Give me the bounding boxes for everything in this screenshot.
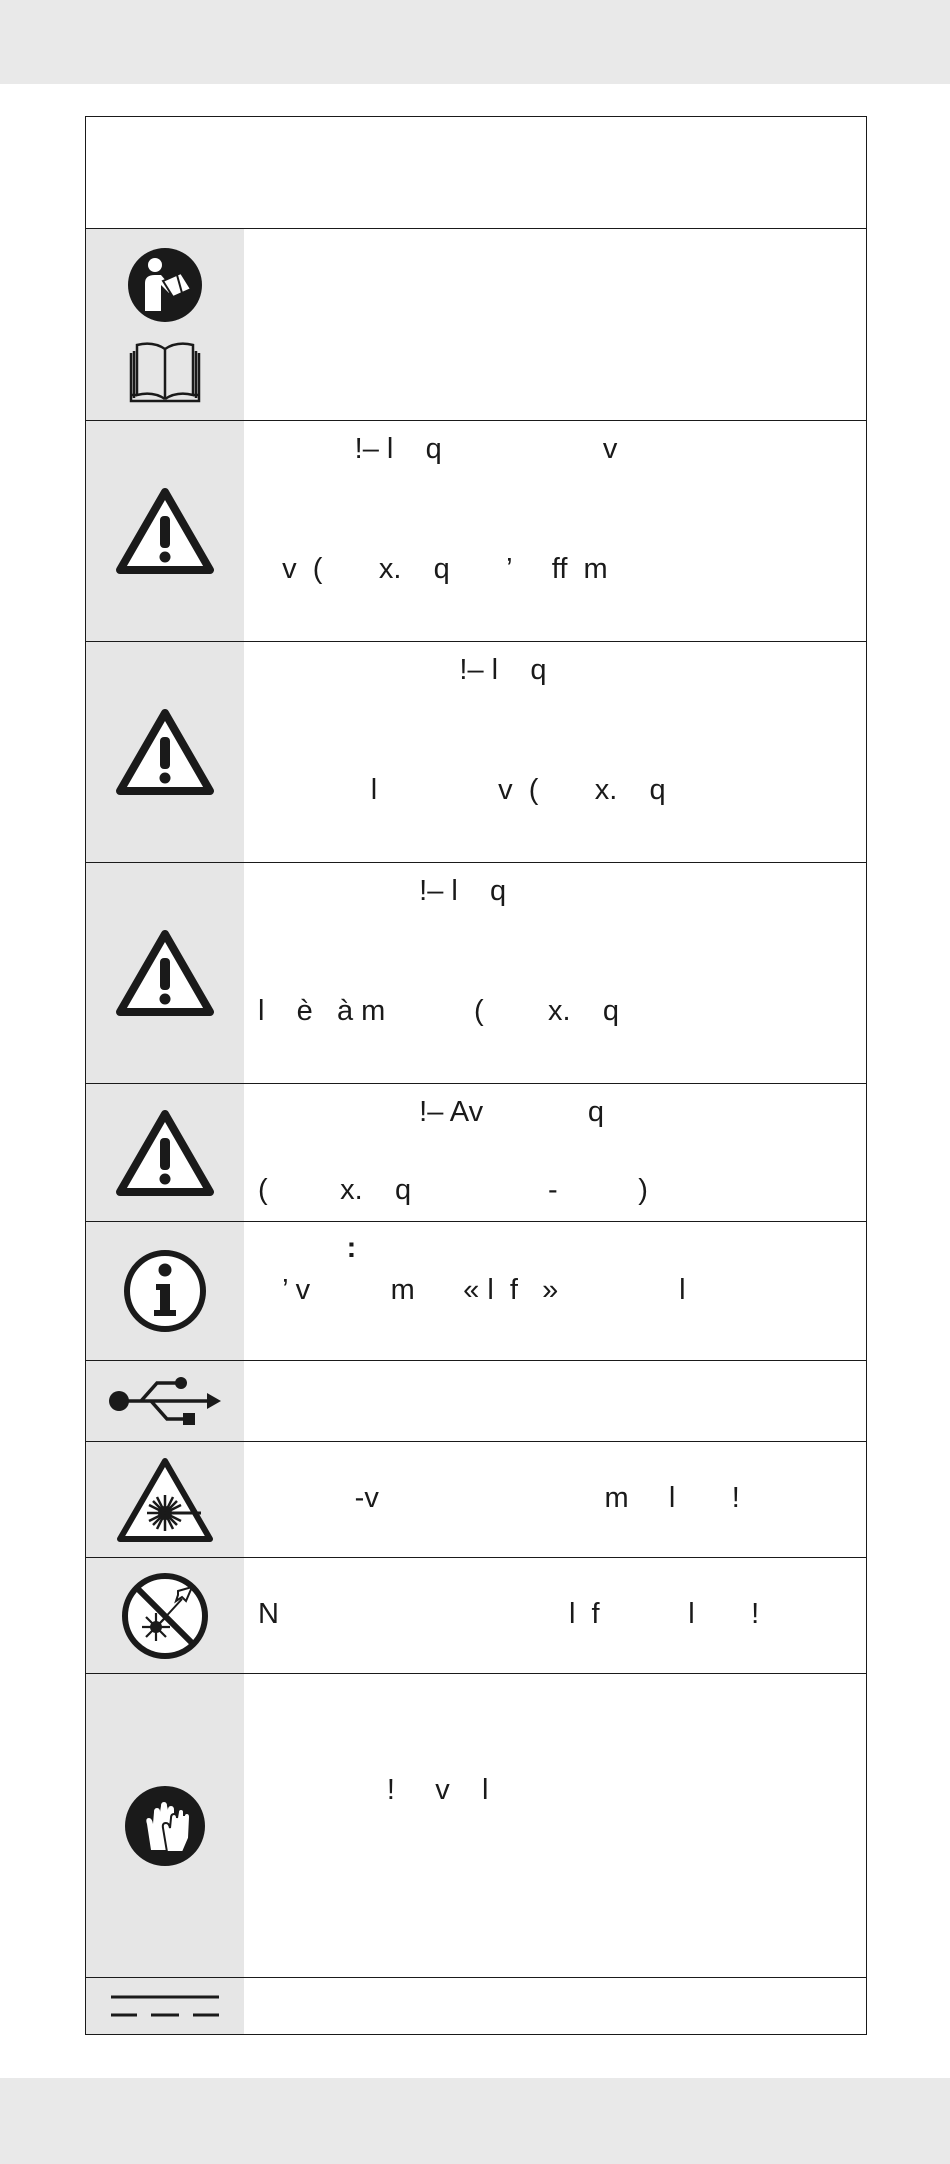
warning-icon — [115, 707, 215, 797]
no-laser-at-aircraft-icon — [120, 1571, 210, 1661]
warning-icon — [115, 928, 215, 1018]
table-row — [86, 1673, 866, 1977]
table-row — [86, 862, 866, 1083]
table-row — [86, 1221, 866, 1360]
row-text-line: v ( x. q ’ ff m — [258, 553, 608, 585]
row-text-line: ’ v m « l f » l — [258, 1274, 686, 1306]
row-text-line: -v m l ! — [258, 1482, 740, 1514]
table-header-row — [86, 117, 866, 228]
table-row — [86, 1360, 866, 1441]
open-book-icon — [125, 339, 205, 405]
table-row — [86, 228, 866, 420]
table-row — [86, 1083, 866, 1221]
document-page — [0, 84, 950, 2078]
table-row — [86, 1977, 866, 2034]
row-text-line: !– Av q — [258, 1096, 604, 1128]
info-icon — [122, 1248, 208, 1334]
table-row — [86, 1441, 866, 1557]
row-text-line: N l f l ! — [258, 1598, 760, 1630]
row-text-line: : — [258, 1232, 357, 1264]
row-text-line: ! v l — [258, 1774, 489, 1806]
icon-cell — [86, 229, 244, 420]
table-row — [86, 1557, 866, 1673]
symbol-table — [85, 116, 867, 2035]
read-manual-icon — [125, 245, 205, 325]
row-text-line: ( x. q - ) — [258, 1174, 648, 1206]
warning-icon — [115, 486, 215, 576]
row-text-line: l v ( x. q — [258, 774, 666, 806]
table-row — [86, 420, 866, 641]
row-text-line: !– l q v — [258, 433, 618, 465]
table-row — [86, 641, 866, 862]
header-cell — [86, 117, 866, 228]
laser-warning-icon — [115, 1455, 215, 1545]
warning-icon — [115, 1108, 215, 1198]
row-text-line: !– l q — [258, 875, 507, 907]
usb-icon — [107, 1375, 223, 1427]
direct-current-icon — [109, 1989, 221, 2023]
wear-gloves-icon — [123, 1784, 207, 1868]
row-text-line: !– l q — [258, 654, 547, 686]
row-text-line: l è à m ( x. q — [258, 995, 619, 1027]
